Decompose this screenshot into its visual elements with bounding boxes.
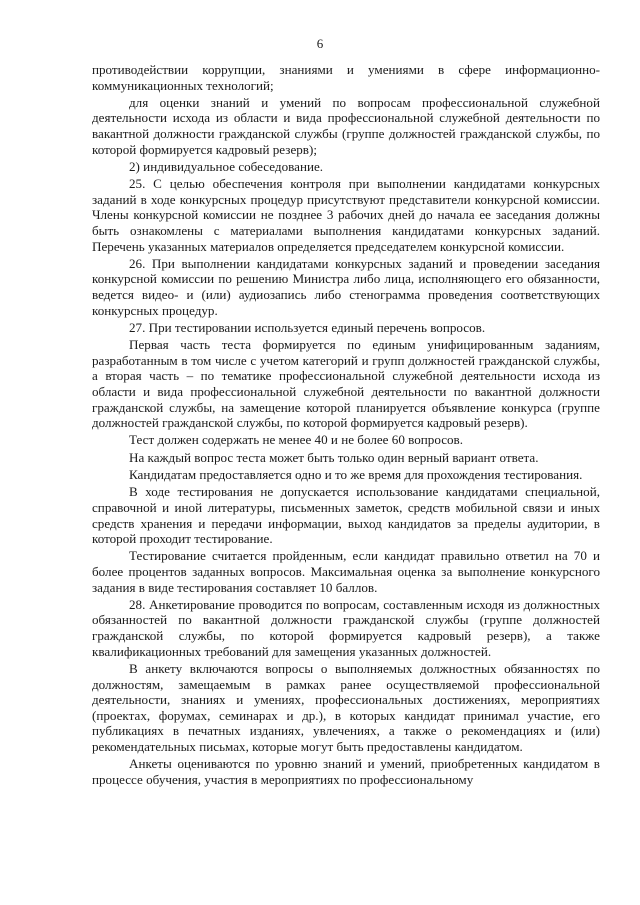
paragraph-questionnaire-evaluation: Анкеты оцениваются по уровню знаний и умений, приобретенных кандидатом в процессе обучения, участия в мероприятиях по профессиональному [92, 756, 600, 787]
paragraph-knowledge-assessment: для оценки знаний и умений по вопросам профессиональной служебной деятельности исхода из области и вида профессиональной служебной деятельности по вакантной должности гражданской службы (группе должностей гражданской службы, по которой формируется кадровый резерв); [92, 94, 600, 157]
page-number: 6 [316, 36, 324, 51]
paragraph-pass-criteria: Тестирование считается пройденным, если кандидат правильно ответил на 70 и более процентов заданных вопросов. Максимальная оценка за выполнение конкурсного задания в виде тестирования составляет 10 баллов. [92, 548, 600, 595]
paragraph-clause-27: 27. При тестировании используется единый перечень вопросов. [129, 319, 486, 335]
paragraph-test-structure: Первая часть теста формируется по единым унифицированным заданиям, разработанным в том числе с учетом категорий и групп должностей гражданской службы, а вторая часть – по тематике профессиональной служебной деятельности исхода из области и вида профессиональной служебной деятельности по вакантной должности гражданской службы, на замещение которой планируется объявление конкурса (группе должностей гражданской службы, по которой формируется кадровый резерв). [92, 337, 600, 431]
document-body [92, 62, 600, 789]
paragraph-clause-26: 26. При выполнении кандидатами конкурсных заданий и проведении заседания конкурсной комиссии по решению Министра либо лица, исполняющего его обязанности, ведется видео- и (или) аудиозапись либо стенограмма проведения соответствующих конкурсных процедур. [92, 255, 600, 318]
paragraph-questionnaire-content: В анкету включаются вопросы о выполняемых должностных обязанностях по должностям, замещаемым в рамках ранее осуществляемой профессиональной деятельности, знаниях и умениях, профессиональных достижениях, мероприятиях (проектах, форумах, семинарах и др.), в которых кандидат принимал участие, его публикациях в печатных изданиях, увлечениях, а также о рекомендациях и (или) рекомендательных письмах, которые могут быть предоставлены кандидатом. [92, 660, 600, 754]
paragraph-clause-25: 25. С целью обеспечения контроля при выполнении кандидатами конкурсных заданий в ходе конкурсных процедур присутствуют представители конкурсной комиссии. Члены конкурсной комиссии не позднее 3 рабочих дней до начала ее заседания должны быть ознакомлены с материалами выполнения кандидатами конкурсных заданий. Перечень указанных материалов определяется председателем конкурсной комиссии. [92, 176, 600, 254]
paragraph-clause-28: 28. Анкетирование проводится по вопросам, составленным исходя из должностных обязанностей по вакантной должности гражданской службы (группе должностей гражданской службы, по которой формируется кадровый резерв), а также квалификационных требований для замещения указанных должностей. [92, 596, 600, 659]
paragraph-equal-time: Кандидатам предоставляется одно и то же время для прохождения тестирования. [129, 467, 583, 483]
paragraph-single-answer: На каждый вопрос теста может быть только один верный вариант ответа. [129, 449, 539, 465]
paragraph-prohibitions: В ходе тестирования не допускается использование кандидатами специальной, справочной и иной литературы, письменных заметок, средств мобильной связи и иных средств хранения и передачи информации, выход кандидатов за пределы аудитории, в которой проходит тестирование. [92, 484, 600, 547]
paragraph-individual-interview: 2) индивидуальное собеседование. [129, 158, 324, 174]
paragraph-test-size: Тест должен содержать не менее 40 и не более 60 вопросов. [129, 432, 464, 448]
paragraph-continuation: противодействии коррупции, знаниями и умениями в сфере информационно-коммуникационных технологий; [92, 62, 600, 93]
